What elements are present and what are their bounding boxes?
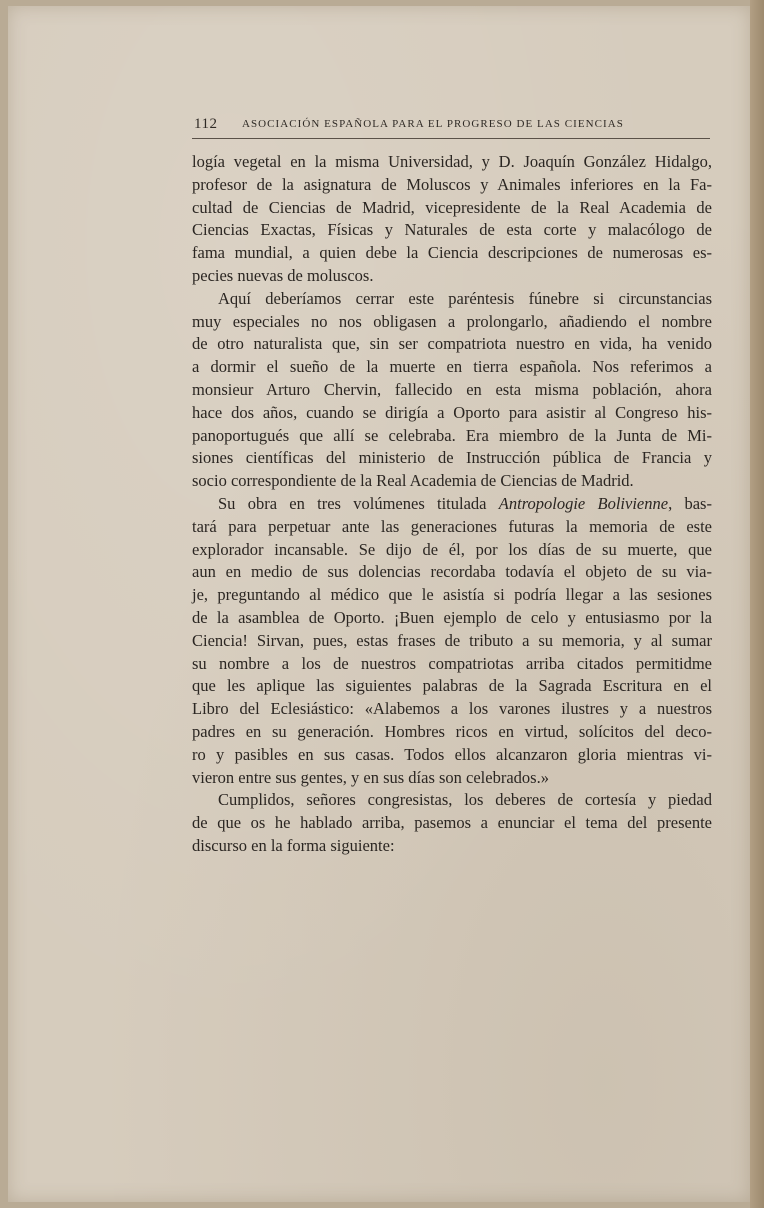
- text-line: pecies nuevas de moluscos.: [192, 265, 374, 285]
- paragraph-1: [192, 151, 712, 288]
- text-line: Ciencia! Sirvan, pues, estas frases de tributo a su memoria, y al sumar: [192, 630, 712, 650]
- text-line: cultad de Ciencias de Madrid, vicepresidente de la Real Academia de: [192, 197, 712, 217]
- page-number: 112: [194, 116, 218, 132]
- text-line: Aquí deberíamos cerrar este paréntesis fúnebre si circunstancias: [218, 288, 712, 308]
- text-line: tará para perpetuar ante las generaciones futuras la memoria de este: [192, 516, 712, 536]
- text-line: aun en medio de sus dolencias recordaba todavía el objeto de su via-: [192, 562, 712, 582]
- text-line: ro y pasibles en sus casas. Todos ellos alcanzaron gloria mientras vi-: [192, 744, 712, 764]
- text-line: Ciencias Exactas, Físicas y Naturales de esta corte y malacólogo de: [192, 220, 712, 240]
- text-line: je, preguntando al médico que le asistía si podría llegar a las sesiones: [192, 585, 712, 605]
- text-line: fama mundial, a quien debe la Ciencia descripciones de numerosas es-: [192, 243, 712, 263]
- book-fore-edge: [750, 0, 764, 1208]
- text-line: padres en su generación. Hombres ricos en virtud, solícitos del deco-: [192, 721, 712, 741]
- text-line: vieron entre sus gentes, y en sus días son celebrados.»: [192, 767, 549, 787]
- text-line: muy especiales no nos obligasen a prolongarlo, añadiendo el nombre: [192, 311, 712, 331]
- text-line: discurso en la forma siguiente:: [192, 835, 395, 855]
- book-title-italic: Antropologie Bolivienne: [498, 493, 669, 513]
- running-title: ASOCIACIÓN ESPAÑOLA PARA EL PROGRESO DE LAS CIENCIAS: [242, 118, 624, 130]
- text-line: Cumplidos, señores congresistas, los deberes de cortesía y piedad: [218, 790, 712, 810]
- text-line: a dormir el sueño de la muerte en tierra española. Nos referimos a: [192, 357, 712, 377]
- text-line: socio correspondiente de la Real Academia de Ciencias de Madrid.: [192, 471, 634, 491]
- text-line: monsieur Arturo Chervin, fallecido en esta misma población, ahora: [192, 379, 712, 399]
- text-line: de otro naturalista que, sin ser compatriota nuestro en vida, ha venido: [192, 334, 712, 354]
- paragraph-2: [192, 288, 712, 493]
- text-line: hace dos años, cuando se dirigía a Oporto para asistir al Congreso his-: [192, 402, 712, 422]
- text-line: de que os he hablado arriba, pasemos a enunciar el tema del presente: [192, 813, 712, 833]
- text-line: de la asamblea de Oporto. ¡Buen ejemplo de celo y entusiasmo por la: [192, 607, 712, 627]
- text-line: [192, 493, 712, 516]
- text-run: Su obra en tres volúmenes titulada: [218, 493, 499, 513]
- text-line: su nombre a los de nuestros compatriotas arriba citados permitidme: [192, 653, 712, 673]
- body-text: [192, 151, 712, 858]
- text-run: , bas-: [668, 493, 712, 513]
- text-line: siones científicas del ministerio de Instrucción pública de Francia y: [192, 448, 712, 468]
- text-line: profesor de la asignatura de Moluscos y Animales inferiores en la Fa-: [192, 174, 712, 194]
- text-line: Libro del Eclesiástico: «Alabemos a los varones ilustres y a nuestros: [192, 699, 712, 719]
- text-line: que les aplique las siguientes palabras de la Sagrada Escritura en el: [192, 676, 712, 696]
- running-header: [194, 116, 710, 138]
- text-line: panoportugués que allí se celebraba. Era miembro de la Junta de Mi-: [192, 425, 712, 445]
- paragraph-3: [192, 493, 712, 789]
- header-rule: [192, 138, 710, 139]
- paragraph-4: [192, 789, 712, 857]
- text-line: logía vegetal en la misma Universidad, y D. Joaquín González Hidalgo,: [192, 152, 712, 171]
- text-line: explorador incansable. Se dijo de él, por los días de su muerte, que: [192, 539, 712, 559]
